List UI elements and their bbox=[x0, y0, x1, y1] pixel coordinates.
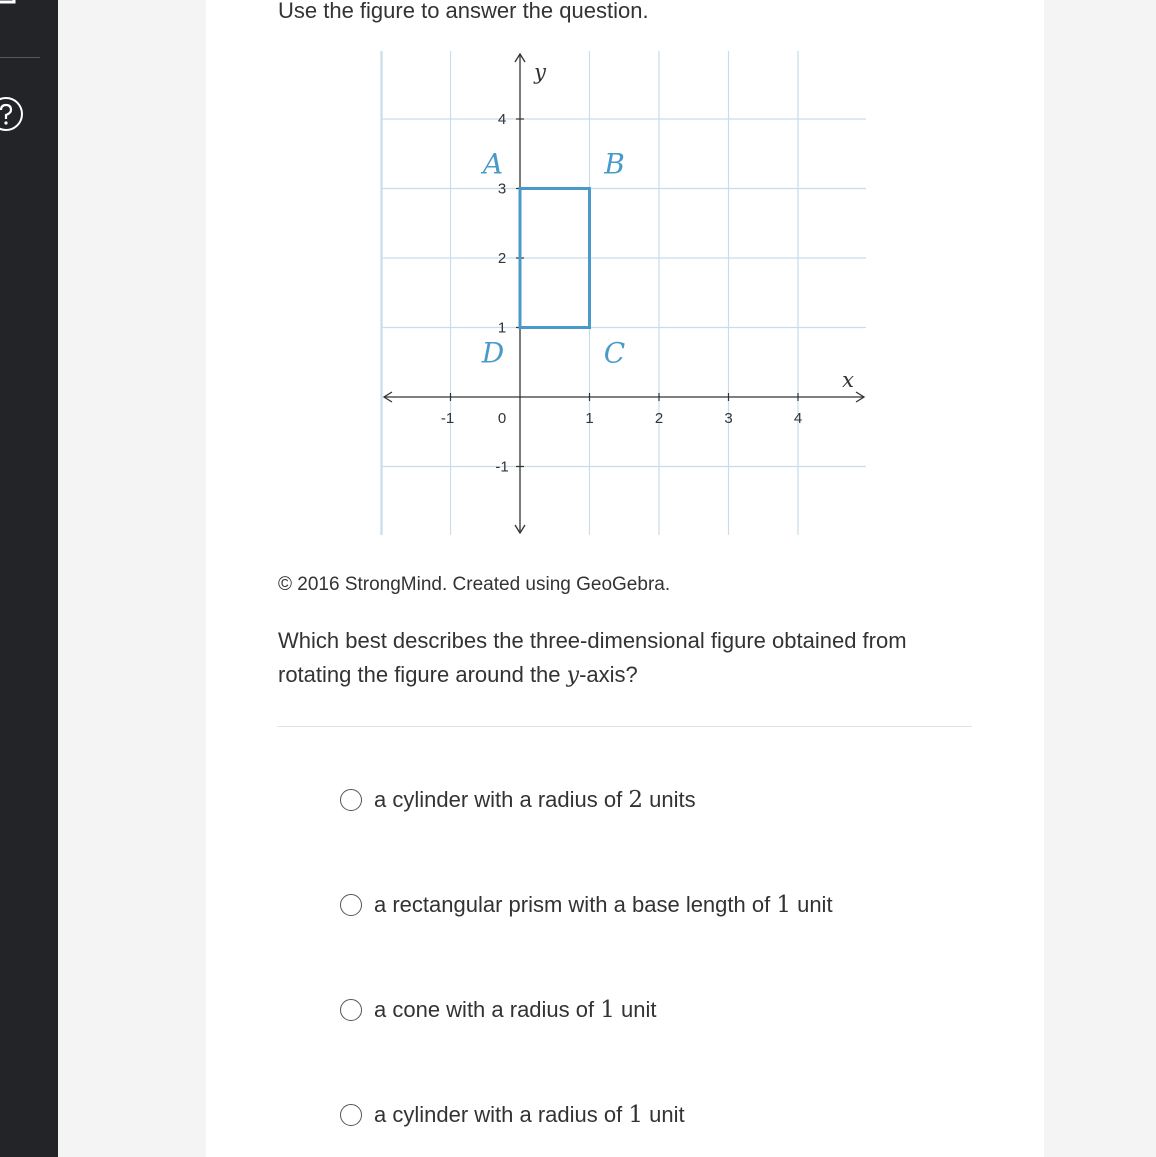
question-text bbox=[278, 624, 978, 693]
left-sidebar bbox=[0, 0, 58, 1157]
point-label-a: A bbox=[482, 147, 504, 181]
answer-choice-4[interactable] bbox=[340, 1101, 685, 1129]
choice-label bbox=[374, 786, 696, 814]
choice-text-pre: a cone with a radius of bbox=[374, 997, 601, 1022]
x-tick-label: 3 bbox=[724, 410, 733, 427]
answer-choice-3[interactable] bbox=[340, 996, 656, 1024]
choice-number: 1 bbox=[600, 997, 615, 1023]
help-icon[interactable] bbox=[0, 96, 24, 132]
tools-icon[interactable] bbox=[0, 0, 26, 16]
choice-number: 2 bbox=[628, 787, 643, 813]
point-label-d: D bbox=[481, 336, 505, 370]
sidebar-divider bbox=[0, 57, 40, 58]
choice-text-post: unit bbox=[642, 1102, 685, 1127]
choice-number: 1 bbox=[776, 892, 791, 918]
x-axis-label: x bbox=[842, 368, 854, 392]
y-tick-label: -1 bbox=[495, 458, 509, 476]
question-text-part1: Which best describes the three-dimensional figure obtained from rotating the figure around the bbox=[278, 628, 907, 687]
radio-button[interactable] bbox=[340, 789, 362, 811]
point-label-b: B bbox=[604, 147, 625, 181]
y-axis-label: y bbox=[534, 60, 546, 84]
figure-credit: © 2016 StrongMind. Created using GeoGebra. bbox=[278, 574, 671, 595]
question-text-part2: -axis? bbox=[579, 662, 638, 687]
choice-label bbox=[374, 1101, 685, 1129]
answer-choice-2[interactable] bbox=[340, 891, 833, 919]
coordinate-figure bbox=[378, 46, 870, 540]
choice-label bbox=[374, 891, 833, 919]
x-tick-label: 0 bbox=[497, 410, 507, 427]
choice-text-post: unit bbox=[614, 997, 657, 1022]
radio-button[interactable] bbox=[340, 1104, 362, 1126]
y-tick-label: 4 bbox=[497, 111, 507, 128]
point-label-c: C bbox=[603, 336, 626, 370]
choice-text-post: units bbox=[642, 787, 696, 812]
y-tick-label: 3 bbox=[497, 180, 507, 198]
tick-labels bbox=[441, 60, 854, 476]
choice-label bbox=[374, 996, 656, 1024]
answer-choice-1[interactable] bbox=[340, 786, 696, 814]
radio-button[interactable] bbox=[340, 999, 362, 1021]
choice-text-pre: a cylinder with a radius of bbox=[374, 787, 629, 812]
question-text-var: y bbox=[566, 663, 580, 688]
choice-text-pre: a cylinder with a radius of bbox=[374, 1102, 629, 1127]
y-tick-label: 1 bbox=[497, 319, 507, 337]
x-tick-label: 1 bbox=[585, 410, 594, 427]
x-tick-label: 4 bbox=[793, 410, 803, 427]
divider-rule bbox=[277, 726, 972, 727]
x-tick-label: 2 bbox=[654, 410, 664, 427]
axes bbox=[384, 54, 864, 533]
y-tick-label: 2 bbox=[497, 250, 507, 267]
question-prompt: Use the figure to answer the question. bbox=[278, 0, 649, 23]
x-tick-label: -1 bbox=[440, 410, 455, 427]
choice-number: 1 bbox=[628, 1102, 643, 1128]
radio-button[interactable] bbox=[340, 894, 362, 916]
grid bbox=[381, 51, 866, 535]
choice-text-post: unit bbox=[790, 892, 833, 917]
choice-text-pre: a rectangular prism with a base length of bbox=[374, 892, 777, 917]
